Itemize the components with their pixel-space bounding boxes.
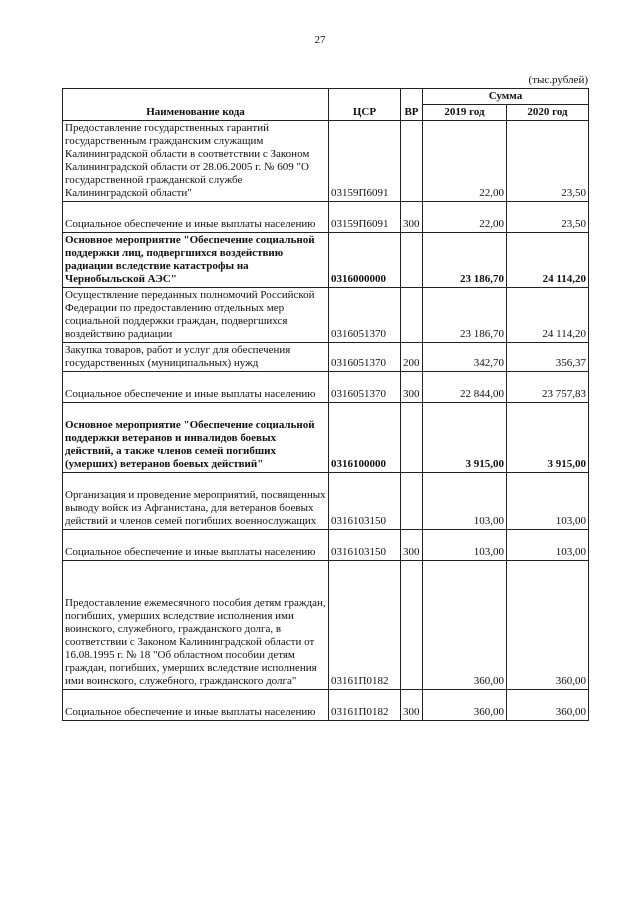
row-2020: 23,50	[507, 121, 589, 202]
header-year-2019: 2019 год	[423, 105, 507, 121]
table-row	[63, 288, 589, 343]
row-vr	[401, 473, 423, 530]
row-vr: 300	[401, 202, 423, 233]
row-2020: 23,50	[507, 202, 589, 233]
row-csr: 0316000000	[329, 233, 401, 288]
header-year-2020: 2020 год	[507, 105, 589, 121]
row-2020: 360,00	[507, 561, 589, 690]
budget-table	[62, 88, 589, 721]
row-name: Осуществление переданных полномочий Российской Федерации по предоставлению отдельных мер социальной поддержки граждан, подвергшихся воздействию радиации	[63, 288, 329, 343]
row-2020: 24 114,20	[507, 288, 589, 343]
row-name: Организация и проведение мероприятий, посвященных выводу войск из Афганистана, для ветеранов боевых действий и членов семей погибших военнослужащих	[63, 473, 329, 530]
row-vr: 200	[401, 343, 423, 372]
row-csr: 0316103150	[329, 473, 401, 530]
row-2019: 3 915,00	[423, 403, 507, 473]
row-csr: 03161П0182	[329, 690, 401, 721]
row-name: Основное мероприятие "Обеспечение социальной поддержки ветеранов и инвалидов боевых действий, а также членов семей погибших (умерших) ветеранов боевых действий"	[63, 403, 329, 473]
row-2019: 23 186,70	[423, 288, 507, 343]
row-vr	[401, 561, 423, 690]
row-2020: 24 114,20	[507, 233, 589, 288]
units-label: (тыс.рублей)	[528, 74, 588, 86]
row-csr: 0316051370	[329, 288, 401, 343]
row-name: Социальное обеспечение и иные выплаты населению	[63, 372, 329, 403]
row-2020: 103,00	[507, 530, 589, 561]
row-2019: 360,00	[423, 561, 507, 690]
row-csr: 0316051370	[329, 372, 401, 403]
row-name: Основное мероприятие "Обеспечение социальной поддержки лиц, подвергшихся воздействию радиации вследствие катастрофы на Чернобыльской АЭС"	[63, 233, 329, 288]
table-row	[63, 561, 589, 690]
row-vr: 300	[401, 372, 423, 403]
table-row	[63, 372, 589, 403]
row-2020: 360,00	[507, 690, 589, 721]
row-csr: 0316100000	[329, 403, 401, 473]
row-name: Предоставление ежемесячного пособия детям граждан, погибших, умерших вследствие исполнения ими воинского, служебного, гражданского долга, в соответствии с Законом Калининградской области от 16.08.1995 г. № 18 "Об областном пособии детям граждан, погибших, умерших вследствие исполнения ими воинского, служебного, гражданского долга"	[63, 561, 329, 690]
row-csr: 03161П0182	[329, 561, 401, 690]
row-csr: 0316103150	[329, 530, 401, 561]
header-vr: ВР	[401, 89, 423, 121]
row-name: Закупка товаров, работ и услуг для обеспечения государственных (муниципальных) нужд	[63, 343, 329, 372]
row-vr	[401, 121, 423, 202]
row-2019: 22 844,00	[423, 372, 507, 403]
header-csr: ЦСР	[329, 89, 401, 121]
table-row	[63, 530, 589, 561]
row-vr	[401, 288, 423, 343]
row-2019: 23 186,70	[423, 233, 507, 288]
row-name: Социальное обеспечение и иные выплаты населению	[63, 530, 329, 561]
row-csr: 03159П6091	[329, 121, 401, 202]
table-row	[63, 233, 589, 288]
row-2019: 22,00	[423, 202, 507, 233]
row-2019: 103,00	[423, 530, 507, 561]
header-sum: Сумма	[423, 89, 589, 105]
row-vr: 300	[401, 530, 423, 561]
table-row	[63, 473, 589, 530]
row-name: Предоставление государственных гарантий государственным гражданским служащим Калининградской области в соответствии с Законом Калининградской области от 28.06.2005 г. № 609 "О государственной гражданской службе Калининградской области"	[63, 121, 329, 202]
row-2020: 3 915,00	[507, 403, 589, 473]
row-2020: 23 757,83	[507, 372, 589, 403]
row-vr: 300	[401, 690, 423, 721]
row-name: Социальное обеспечение и иные выплаты населению	[63, 690, 329, 721]
row-2020: 356,37	[507, 343, 589, 372]
table-row	[63, 403, 589, 473]
row-2020: 103,00	[507, 473, 589, 530]
row-csr: 03159П6091	[329, 202, 401, 233]
row-name: Социальное обеспечение и иные выплаты населению	[63, 202, 329, 233]
page-number: 27	[314, 34, 326, 46]
table-row	[63, 121, 589, 202]
table-row	[63, 690, 589, 721]
table-row	[63, 202, 589, 233]
table-row	[63, 343, 589, 372]
row-vr	[401, 403, 423, 473]
row-2019: 342,70	[423, 343, 507, 372]
row-2019: 360,00	[423, 690, 507, 721]
header-name: Наименование кода	[63, 89, 329, 121]
row-2019: 22,00	[423, 121, 507, 202]
row-2019: 103,00	[423, 473, 507, 530]
row-vr	[401, 233, 423, 288]
row-csr: 0316051370	[329, 343, 401, 372]
